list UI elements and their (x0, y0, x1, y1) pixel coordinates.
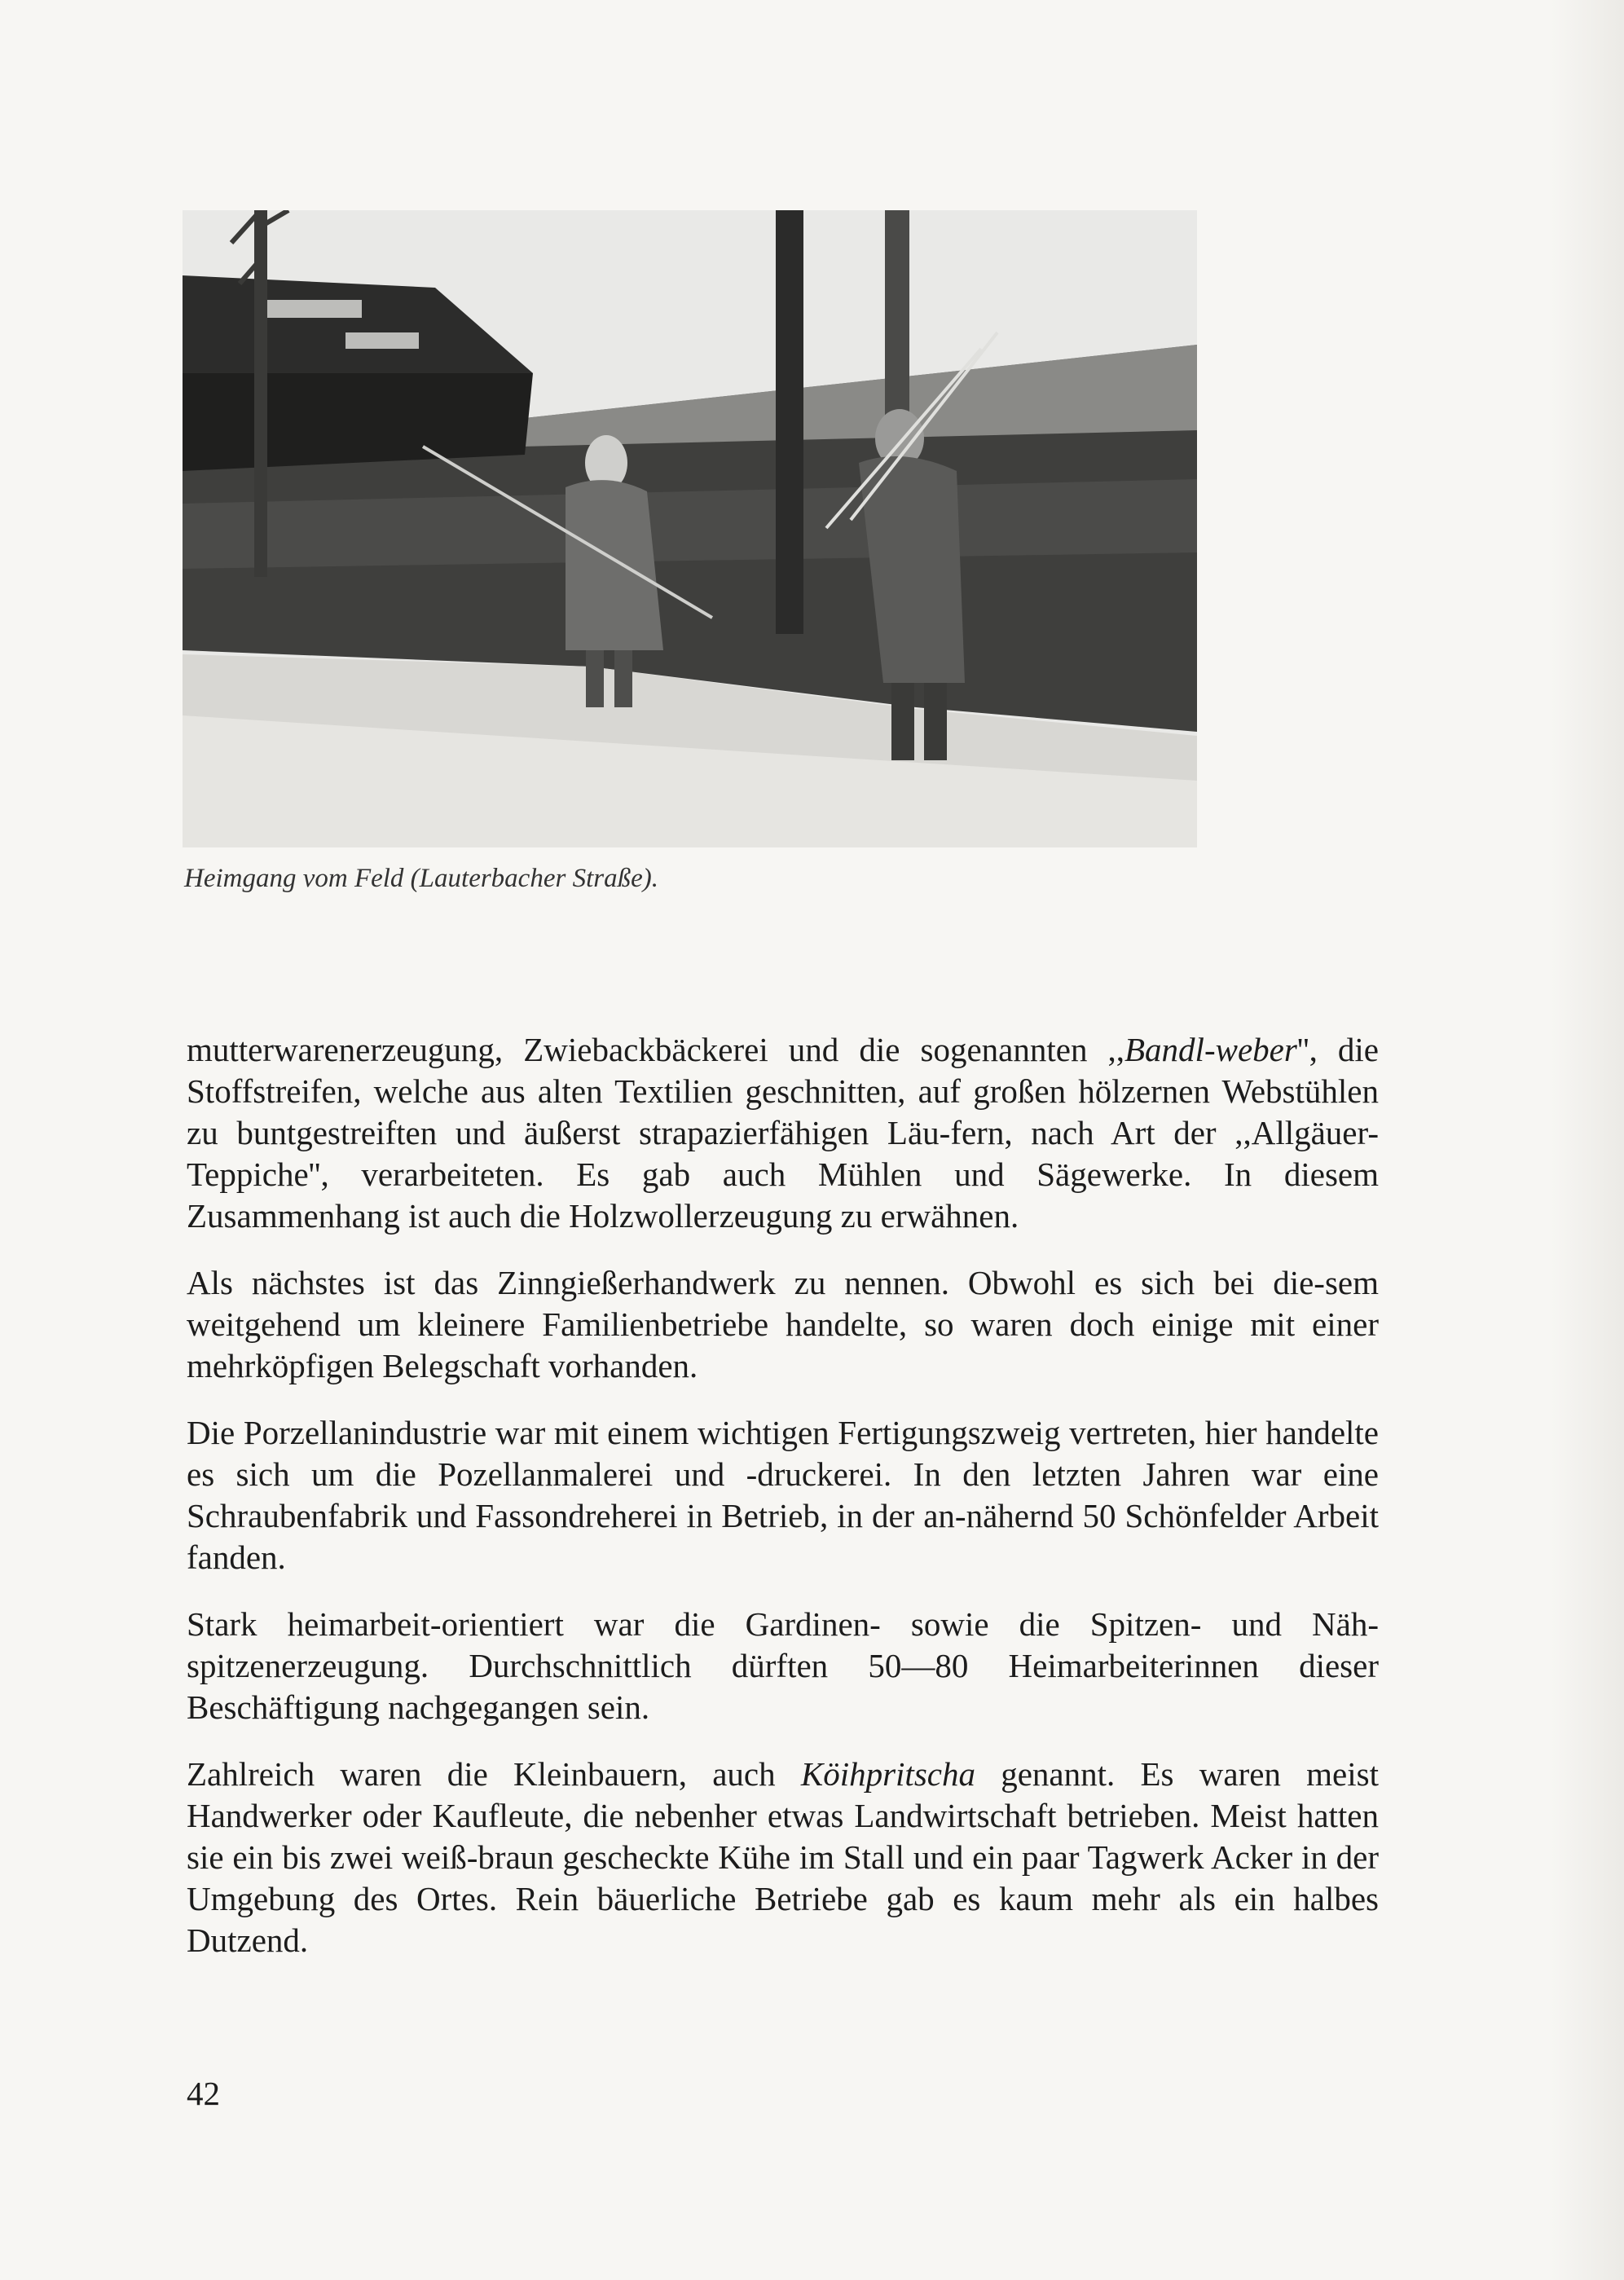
paragraph (187, 1754, 1379, 1961)
photo-caption: Heimgang vom Feld (Lauterbacher Straße). (184, 864, 658, 893)
page-number: 42 (187, 2075, 220, 2112)
body-text (187, 1029, 1379, 1987)
paragraph-text: Stark heimarbeit-orientiert war die Gardinen- sowie die Spitzen- und Näh-spitzenerzeugung. Durchschnittlich dürften 50—80 Heimarbeiterinnen dieser Beschäftigung nachgegangen sein. (187, 1605, 1379, 1726)
paragraph (187, 1262, 1379, 1387)
paragraph-text: genannt. Es waren meist Handwerker oder Kaufleute, die nebenher etwas Landwirtschaft betrieben. Meist hatten sie ein bis zwei weiß-braun gescheckte Kühe im Stall und ein paar Tagwerk Acker in der Umgebung des Ortes. Rein bäuerliche Betriebe gab es kaum mehr als ein halbes Dutzend. (187, 1755, 1379, 1959)
paragraph-text: Die Porzellanindustrie war mit einem wichtigen Fertigungszweig vertreten, hier handelte es sich um die Pozellanmalerei und -druckerei. In den letzten Jahren war eine Schraubenfabrik und Fassondreherei in Betrieb, in der an-nähernd 50 Schönfelder Arbeit fanden. (187, 1414, 1379, 1576)
photograph (183, 210, 1197, 847)
paragraph (187, 1604, 1379, 1728)
paragraph-text: mutterwarenerzeugung, Zwiebackbäckerei und die sogenannten ,, (187, 1031, 1125, 1068)
page-edge-shadow (1551, 0, 1624, 2280)
paragraph-text: '', die Stoffstreifen, welche aus alten Textilien geschnitten, auf großen hölzernen Webstühlen zu buntgestreiften und äußerst strapazierfähigen Läu-fern, nach Art der ,,Allgäuer-Teppiche'', verarbeiteten. Es gab auch Mühlen und Sägewerke. In diesem Zusammenhang ist auch die Holzwollerzeugung zu erwähnen. (187, 1031, 1379, 1235)
italic-term: Köihpritscha (800, 1755, 975, 1793)
paragraph (187, 1412, 1379, 1578)
paragraph-text: Als nächstes ist das Zinngießerhandwerk zu nennen. Obwohl es sich bei die-sem weitgehend um kleinere Familienbetriebe handelte, so waren doch einige mit einer mehrköpfigen Belegschaft vorhanden. (187, 1264, 1379, 1384)
paragraph (187, 1029, 1379, 1237)
paragraph-text: Zahlreich waren die Kleinbauern, auch (187, 1755, 801, 1793)
italic-term: Bandl-weber (1124, 1031, 1297, 1068)
photo-scene (183, 210, 1197, 847)
